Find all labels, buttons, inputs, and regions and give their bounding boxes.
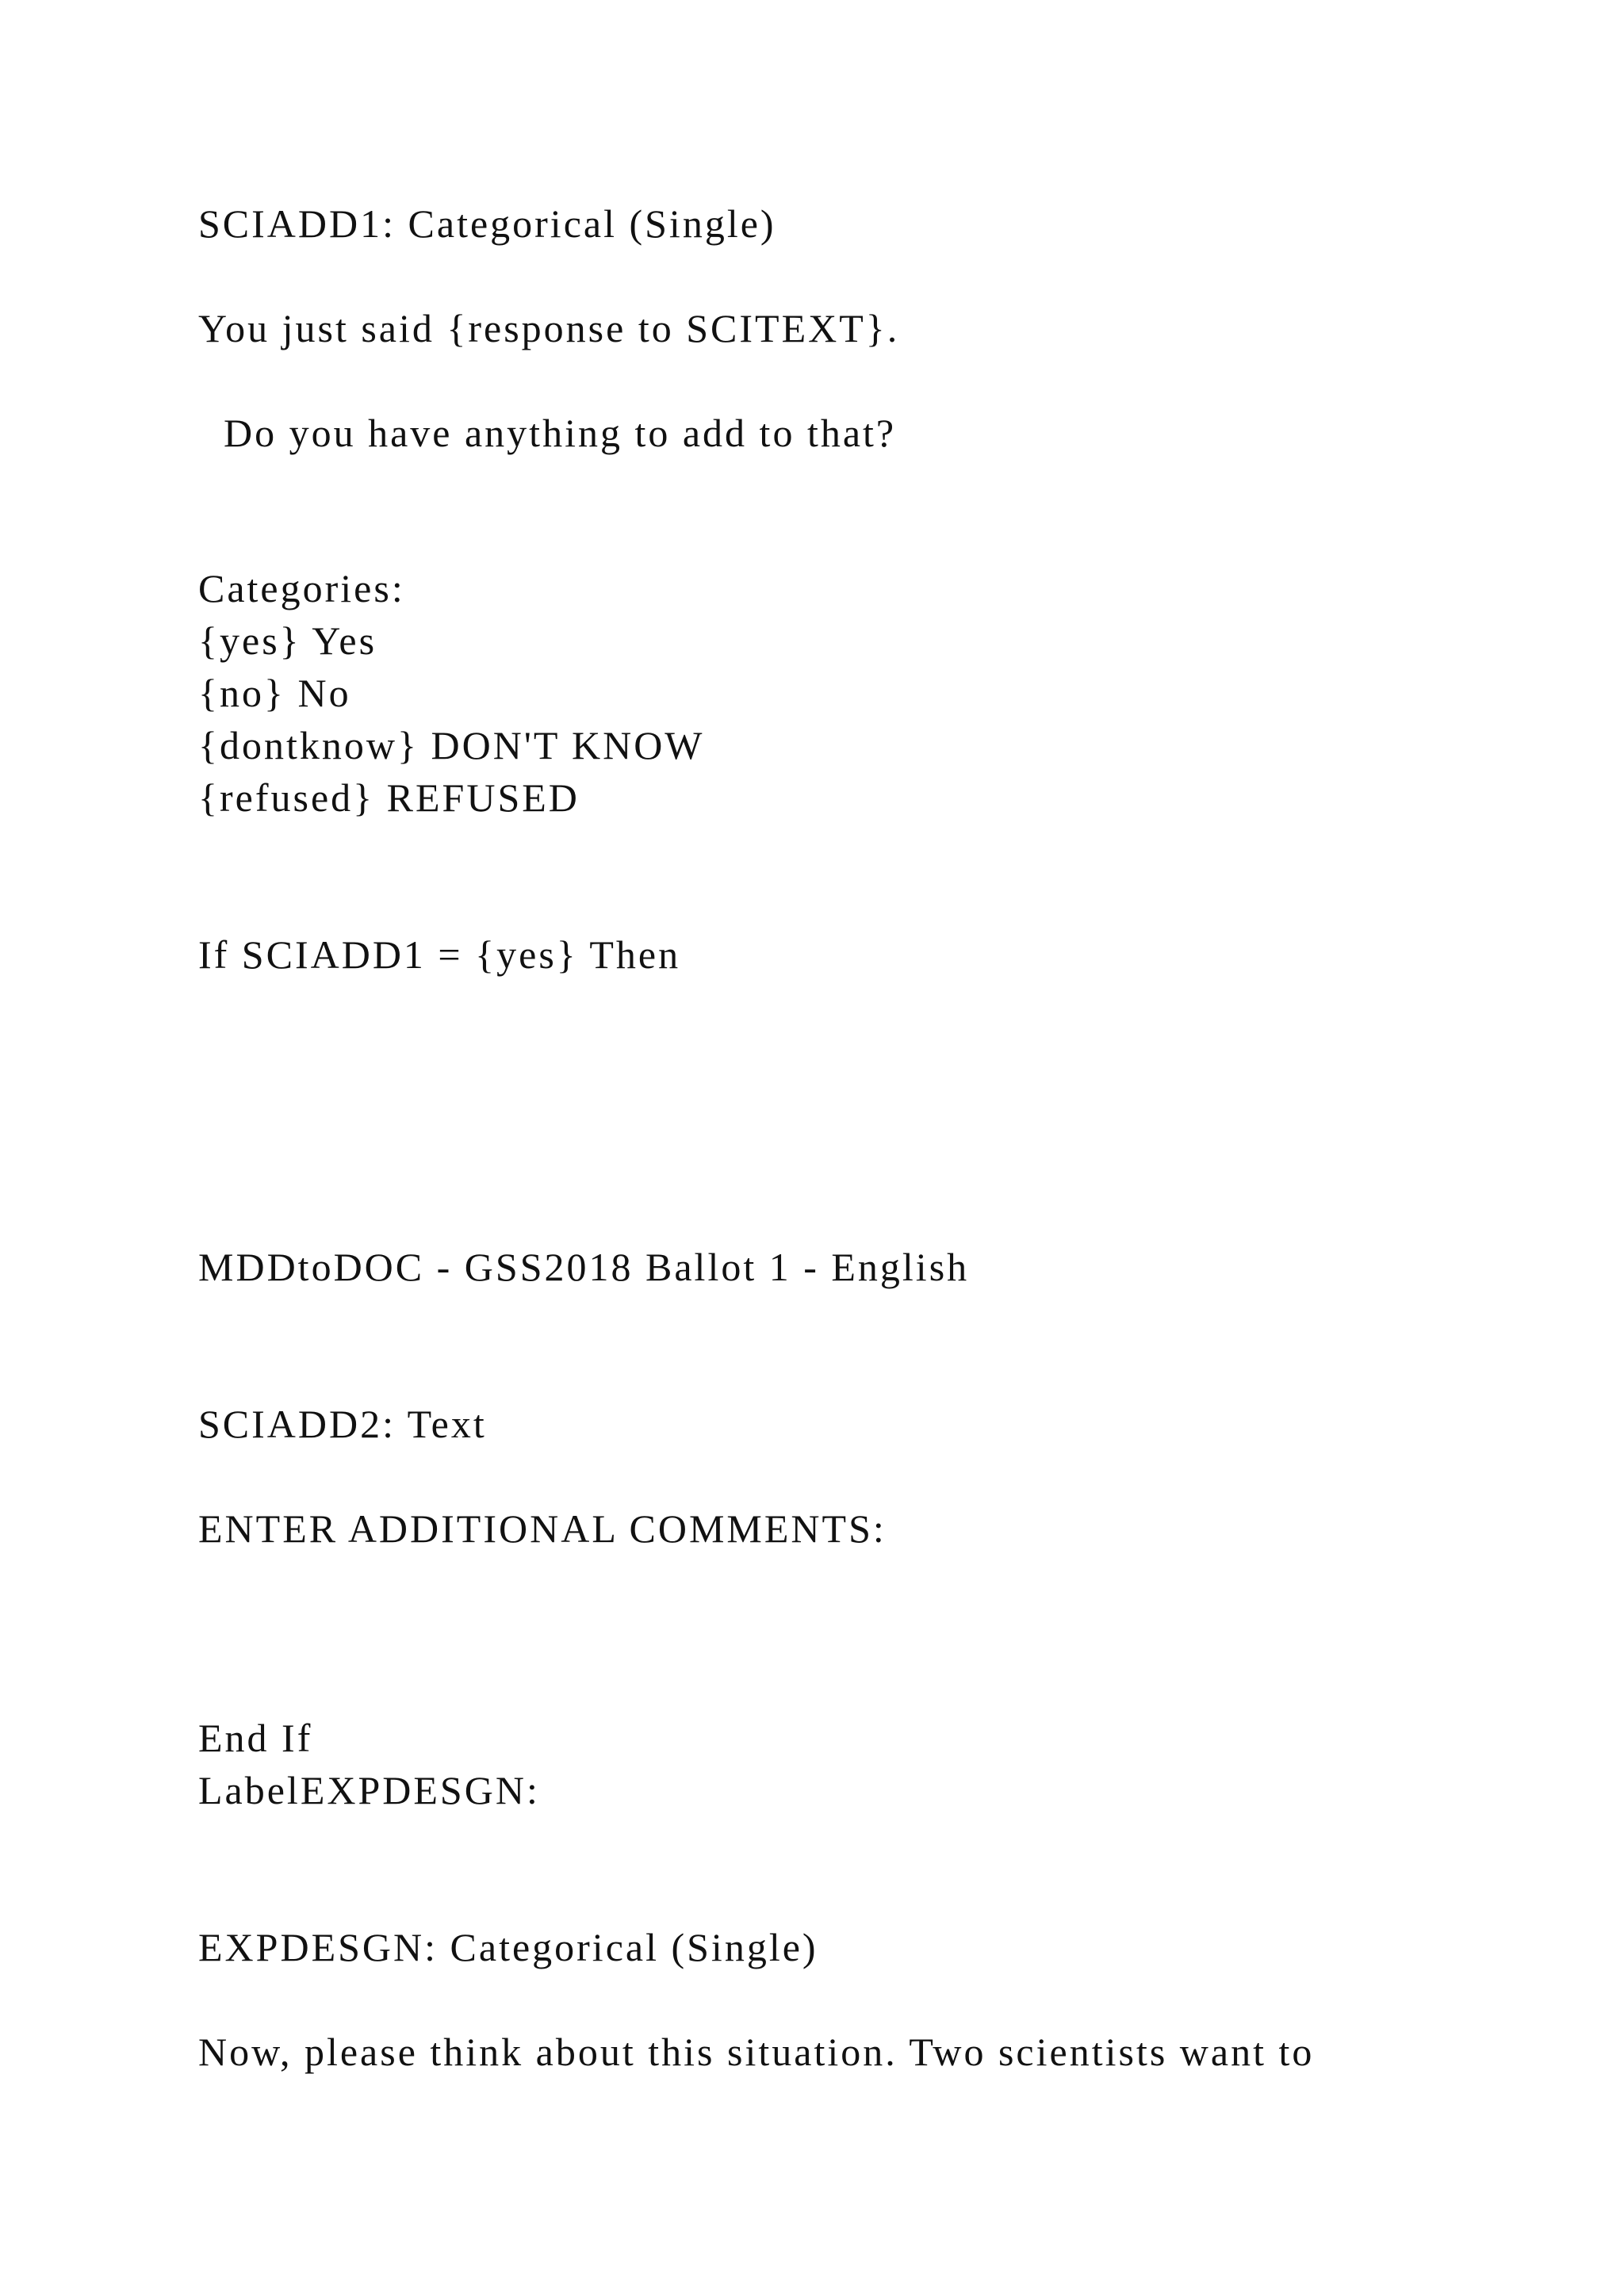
category-dontknow: {dontknow} DON'T KNOW [198, 723, 705, 767]
sciadd1-heading: SCIADD1: Categorical (Single) [198, 201, 776, 246]
end-if-statement: End If [198, 1716, 313, 1760]
sciadd1-prompt-line1: You just said {response to SCITEXT}. [198, 306, 900, 350]
category-no: {no} No [198, 671, 351, 715]
expdesgn-prompt: Now, please think about this situation. Two scientists want to [198, 2030, 1315, 2074]
sciadd2-prompt: ENTER ADDITIONAL COMMENTS: [198, 1506, 887, 1551]
categories-label: Categories: [198, 566, 405, 610]
document-footer-title: MDDtoDOC - GSS2018 Ballot 1 - English [198, 1245, 970, 1289]
label-expdesgn: LabelEXPDESGN: [198, 1768, 540, 1812]
category-yes: {yes} Yes [198, 618, 377, 663]
expdesgn-heading: EXPDESGN: Categorical (Single) [198, 1925, 818, 1969]
category-refused: {refused} REFUSED [198, 775, 580, 820]
sciadd1-condition: If SCIADD1 = {yes} Then [198, 932, 681, 977]
sciadd2-heading: SCIADD2: Text [198, 1402, 487, 1446]
sciadd1-prompt-line2: Do you have anything to add to that? [224, 411, 897, 455]
